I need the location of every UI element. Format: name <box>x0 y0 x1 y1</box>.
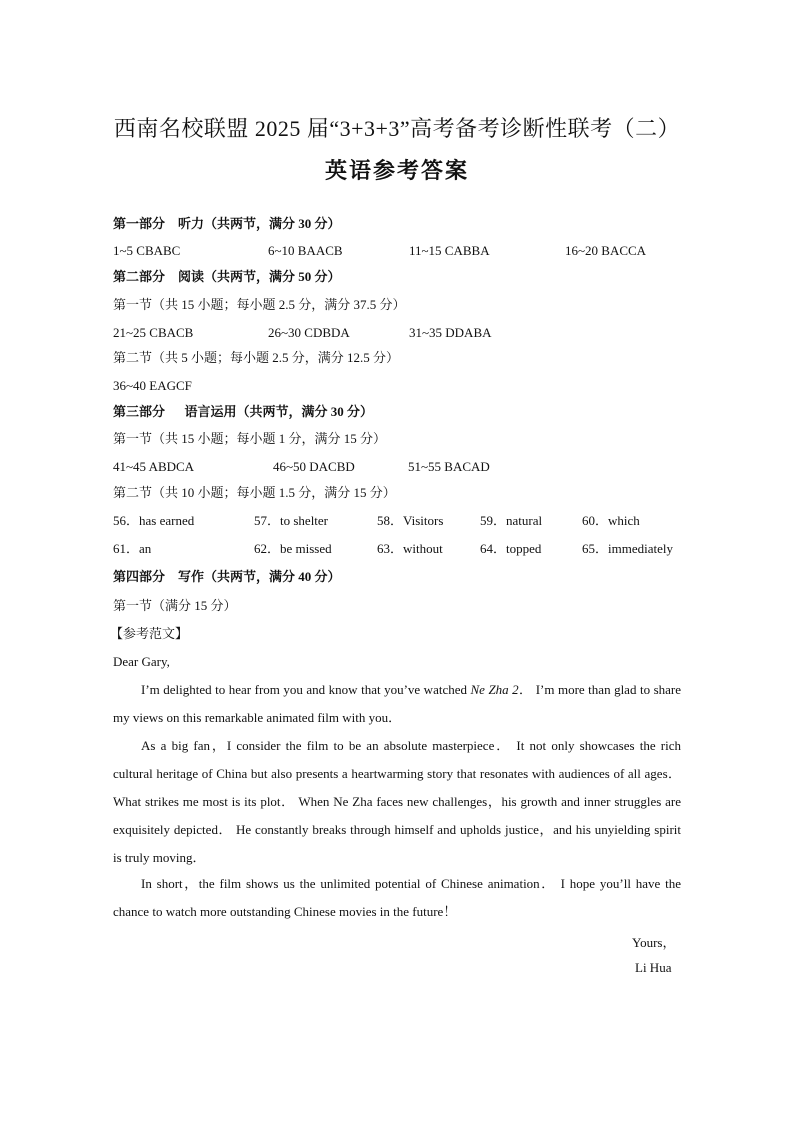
letter-p1-start: I’m delighted to hear from you and know that you’ve watched <box>141 682 471 697</box>
letter-signature: Li Hua <box>635 960 672 975</box>
fill-answer-60: 60．which <box>582 513 640 528</box>
part3-section2: 第二节（共 10 小题；每小题 1.5 分，满分 15 分） <box>113 485 396 500</box>
fill-answer-64: 64．topped <box>480 541 542 556</box>
part3-title: 第三部分 <box>113 404 166 419</box>
fill-answer-57: 57．to shelter <box>254 513 329 528</box>
fill-answer-61: 61．an <box>113 541 152 556</box>
part4-section1: 第一节（满分 15 分） <box>113 598 237 613</box>
part1-answer-2: 6~10 BAACB <box>268 243 343 258</box>
part1-answer-3: 11~15 CABBA <box>409 243 490 258</box>
part2-desc: 阅读（共两节，满分 50 分） <box>178 269 341 284</box>
part1-heading <box>113 216 341 232</box>
fill-answer-63: 63．without <box>377 541 443 556</box>
part3-section1: 第一节（共 15 小题；每小题 1 分，满分 15 分） <box>113 431 387 446</box>
fill-answer-59: 59．natural <box>480 513 543 528</box>
part3-heading <box>113 404 373 420</box>
part2-heading <box>113 269 341 285</box>
page-subtitle: 英语参考答案 <box>324 159 469 184</box>
part4-heading <box>113 569 341 585</box>
fill-answer-65: 65．immediately <box>582 541 673 556</box>
part3-s1-answer-1: 41~45 ABDCA <box>113 459 195 474</box>
fill-answer-62: 62．be missed <box>254 541 332 556</box>
letter-closing: Yours， <box>632 935 676 950</box>
part2-s1-answer-1: 21~25 CBACB <box>113 325 194 340</box>
page-title: 西南名校联盟 2025 届“3+3+3”高考备考诊断性联考（二） <box>113 116 681 141</box>
part2-s1-answer-3: 31~35 DDABA <box>409 325 492 340</box>
fill-answer-56: 56．has earned <box>113 513 195 528</box>
part1-title: 第一部分 <box>113 216 166 231</box>
film-title: Ne Zha 2 <box>470 682 519 697</box>
letter-paragraph-3: In short，the film shows us the unlimited potential of Chinese animation． I hope you’ll have the chance to watch more outstanding Chinese movies in the future！ <box>113 876 681 919</box>
letter-paragraph-2: As a big fan，I consider the film to be an absolute masterpiece． It not only showcases the rich cultural heritage of China but also presents a heartwarming story that resonates with audiences of all ages． What strikes me most is its plot． When Ne Zha faces new challenges，his growth and inner struggles are exquisitely depicted． He constantly breaks through himself and upholds justice，and his unyielding spirit is truly moving． <box>113 738 681 865</box>
letter-greeting: Dear Gary, <box>113 654 170 669</box>
part4-title: 第四部分 <box>113 569 166 584</box>
sample-essay-label: 【参考范文】 <box>110 626 189 641</box>
part1-desc: 听力（共两节，满分 30 分） <box>178 216 341 231</box>
part3-s1-answer-3: 51~55 BACAD <box>408 459 490 474</box>
part2-s2-answer-1: 36~40 EAGCF <box>113 378 192 393</box>
fill-answer-58: 58．Visitors <box>377 513 444 528</box>
part2-s1-answer-2: 26~30 CDBDA <box>268 325 350 340</box>
part3-s1-answer-2: 46~50 DACBD <box>273 459 355 474</box>
part3-desc: 语言运用（共两节，满分 30 分） <box>184 404 374 419</box>
part2-title: 第二部分 <box>113 269 166 284</box>
letter-p1-end: ． I’m more than glad to share my views on this remarkable animated film with you． <box>113 682 681 725</box>
letter-paragraph-1 <box>113 676 681 732</box>
part2-section2: 第二节（共 5 小题；每小题 2.5 分，满分 12.5 分） <box>113 350 400 365</box>
part1-answer-1: 1~5 CBABC <box>113 243 181 258</box>
part1-answer-4: 16~20 BACCA <box>565 243 647 258</box>
part2-section1: 第一节（共 15 小题；每小题 2.5 分，满分 37.5 分） <box>113 297 406 312</box>
part4-desc: 写作（共两节，满分 40 分） <box>178 569 341 584</box>
